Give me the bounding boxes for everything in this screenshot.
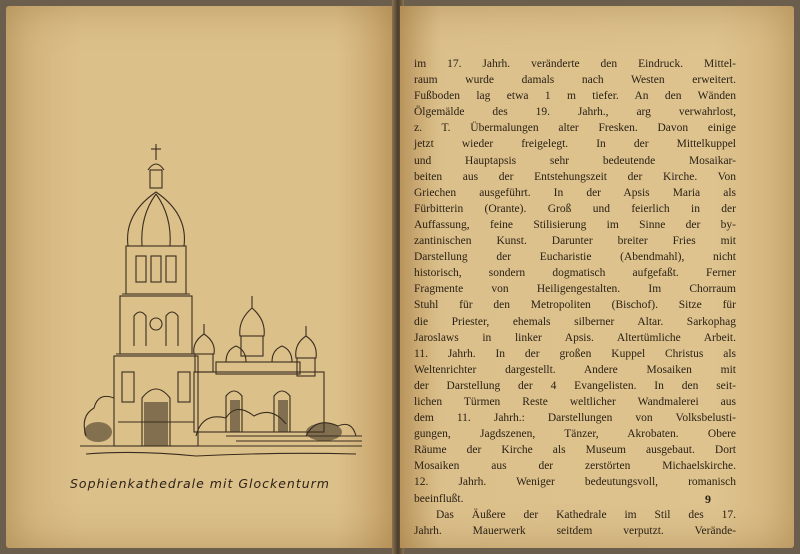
text-line: Weltenrichter dargestellt. Andere Mosaiken mit	[414, 363, 736, 376]
text-line: Mosaiken aus der zerstörten Michaelskirche.	[414, 460, 736, 473]
text-line: Jaroslaws in linker Apsis. Altertümliche Arbeit.	[414, 331, 736, 344]
text-line: Fußboden lag etwa 1 m tiefer. An den Wänden	[414, 90, 736, 103]
text-line: Jahrh. Mauerwerk seitdem verputzt. Verände-	[414, 524, 736, 537]
text-line: Räume der Kirche als Museum ausgebaut. Dort	[414, 444, 736, 457]
text-line: im 17. Jahrh. veränderte den Eindruck. Mittel-	[414, 58, 736, 70]
text-line: lichen Türmen Reste weltlicher Wandmalerei aus	[414, 395, 736, 408]
text-line: Auffassung, feine Stilisierung im Sinne der by-	[414, 218, 736, 231]
body-text	[414, 56, 736, 539]
left-page	[6, 6, 394, 548]
text-line: historisch, sondern dogmatisch aufgefaßt. Ferner	[414, 267, 736, 280]
text-line: jetzt wieder freigelegt. In der Mittelkuppel	[414, 138, 736, 151]
text-line: 11. Jahrh. In der großen Kuppel Christus als	[414, 347, 736, 360]
text-line: Darstellung der Eucharistie (Abendmahl), nicht	[414, 251, 736, 264]
text-line: raum wurde damals nach Westen erweitert.	[414, 74, 736, 87]
text-line: beiten aus der Entstehungszeit der Kirche. Von	[414, 170, 736, 183]
text-line: Ölgemälde des 19. Jahrh., arg verwahrlost,	[414, 106, 736, 119]
text-line: die Priester, ehemals silberner Altar. Sarkophag	[414, 315, 736, 328]
text-line: zantinischen Kunst. Darunter breiter Fries mit	[414, 235, 736, 248]
text-line: 12. Jahrh. Weniger bedeutungsvoll, romanisch	[414, 476, 736, 489]
text-line: Fragmente von Heiligengestalten. Im Chorraum	[414, 283, 736, 296]
text-line: Fürbitterin (Orante). Groß und feierlich in der	[414, 202, 736, 215]
text-line: Stuhl für den Metropoliten (Bischof). Sitze für	[414, 299, 736, 312]
right-page	[400, 6, 794, 548]
text-line: z. T. Übermalungen alter Fresken. Davon einige	[414, 122, 736, 135]
text-line: Griechen ausgeführt. In der Apsis Maria als	[414, 186, 736, 199]
text-line: dem 11. Jahrh.: Darstellungen von Volksbelusti-	[414, 412, 736, 425]
text-line: beeinflußt.	[414, 492, 464, 505]
text-line: Das Äußere der Kathedrale im Stil des 17.	[436, 508, 736, 521]
page-number: 9	[705, 492, 711, 506]
text-line: und Hauptapsis sehr bedeutende Mosaikar-	[414, 154, 736, 167]
illustration-caption: Sophienkathedrale mit Glockenturm	[69, 476, 330, 491]
text-line: gungen, Jagdszenen, Tänzer, Akrobaten. Obere	[414, 428, 736, 441]
cathedral-illustration	[76, 136, 366, 466]
text-line: der Darstellung der 4 Evangelisten. In den seit-	[414, 379, 736, 392]
